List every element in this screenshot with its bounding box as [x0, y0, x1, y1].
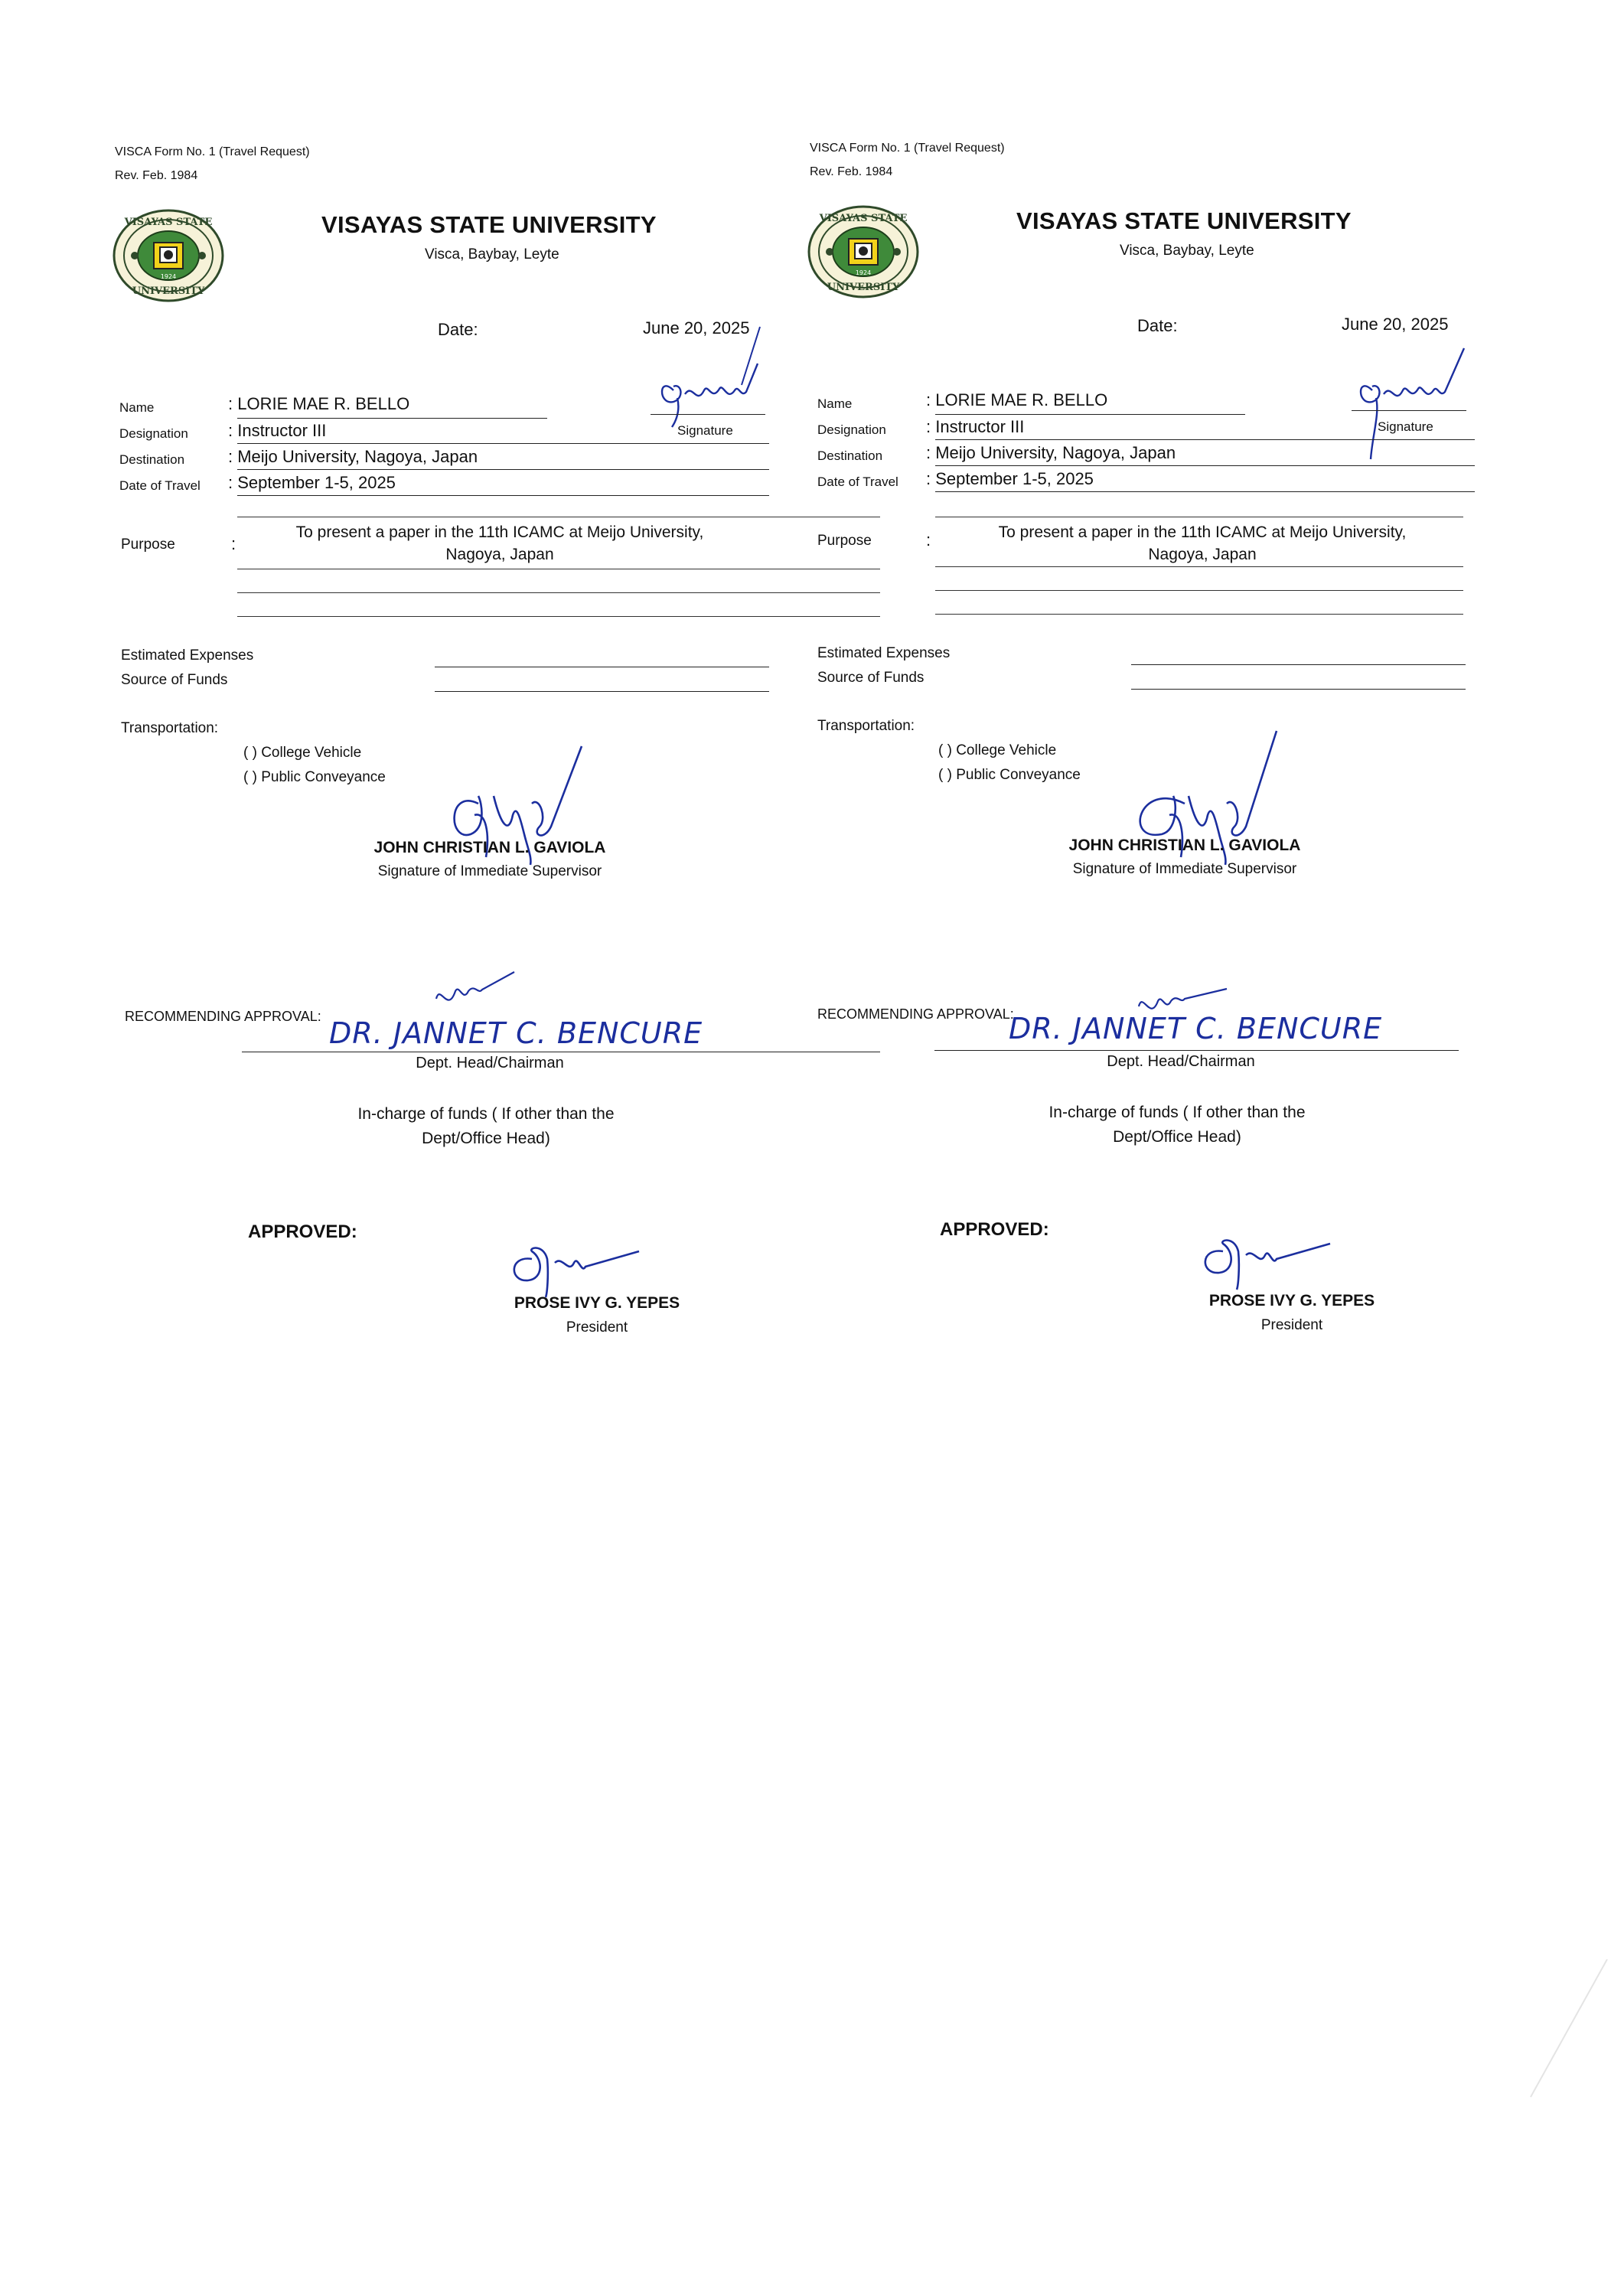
university-seal-icon	[112, 208, 227, 303]
date-of-travel-value: : September 1-5, 2025	[926, 469, 1094, 488]
seal-year: 1924	[855, 269, 872, 276]
purpose-line-1: To present a paper in the 11th ICAMC at Meijo University,	[295, 523, 704, 541]
purpose-text	[251, 521, 748, 566]
signature-label: Signature	[1378, 419, 1433, 434]
date-value: June 20, 2025	[1342, 315, 1449, 334]
purpose-text	[954, 521, 1451, 566]
president-signature-icon	[1192, 1221, 1345, 1293]
university-address: Visca, Baybay, Leyte	[425, 246, 559, 263]
university-name: VISAYAS STATE UNIVERSITY	[1016, 207, 1352, 234]
destination-value: : Meijo University, Nagoya, Japan	[228, 447, 478, 466]
signature-label: Signature	[677, 423, 733, 438]
purpose-line-b	[237, 592, 880, 593]
transportation-label: Transportation:	[121, 720, 219, 736]
in-charge-of-funds-note	[959, 1101, 1395, 1150]
destination-value: : Meijo University, Nagoya, Japan	[926, 443, 1176, 462]
president-title: President	[566, 1319, 628, 1336]
president-title: President	[1260, 1317, 1323, 1333]
purpose-line-2: Nagoya, Japan	[1148, 546, 1257, 563]
source-of-funds-label: Source of Funds	[817, 670, 925, 686]
dept-head-title: Dept. Head/Chairman	[1107, 1053, 1255, 1070]
dept-head-handwritten-name: DR. JANNET C. BENCURE	[1009, 1012, 1383, 1045]
signature-line	[651, 414, 765, 415]
purpose-line-c	[935, 614, 1463, 615]
supervisor-title: Signature of Immediate Supervisor	[377, 863, 602, 879]
designation-value: : Instructor III	[228, 421, 327, 440]
travel-request-form-right	[810, 0, 1575, 1374]
university-seal-icon	[807, 204, 921, 299]
name-underline	[237, 418, 547, 419]
college-vehicle-option: ( ) College Vehicle	[243, 745, 362, 761]
form-number: VISCA Form No. 1 (Travel Request)	[810, 142, 1005, 155]
form-number: VISCA Form No. 1 (Travel Request)	[115, 145, 310, 158]
dept-head-line	[934, 1050, 1459, 1051]
purpose-colon: :	[231, 534, 236, 553]
in-charge-line-2: Dept/Office Head)	[1113, 1128, 1241, 1146]
designation-value: : Instructor III	[926, 417, 1025, 436]
destination-underline	[237, 469, 769, 470]
transportation-label: Transportation:	[817, 718, 915, 734]
seal-text-top: VISAYAS STATE	[124, 217, 213, 228]
date-label: Date:	[1137, 316, 1178, 335]
college-vehicle-option: ( ) College Vehicle	[938, 742, 1057, 758]
designation-underline	[935, 439, 1475, 440]
president-name: PROSE IVY G. YEPES	[1208, 1292, 1375, 1309]
paper-fold-mark-icon	[1500, 1959, 1611, 2296]
dept-head-title: Dept. Head/Chairman	[416, 1055, 564, 1071]
university-address: Visca, Baybay, Leyte	[1120, 243, 1254, 259]
purpose-colon: :	[926, 530, 931, 550]
source-of-funds-label: Source of Funds	[121, 672, 228, 688]
date-label: Date:	[438, 320, 478, 339]
name-value: : LORIE MAE R. BELLO	[926, 390, 1108, 409]
applicant-signature-icon	[1349, 344, 1479, 467]
designation-underline	[237, 443, 769, 444]
in-charge-line-2: Dept/Office Head)	[422, 1130, 550, 1147]
supervisor-title: Signature of Immediate Supervisor	[1072, 861, 1297, 877]
supervisor-name: JOHN CHRISTIAN L. GAVIOLA	[1068, 837, 1301, 854]
source-of-funds-line	[1131, 689, 1466, 690]
in-charge-line-1: In-charge of funds ( If other than the	[1048, 1104, 1306, 1121]
in-charge-line-1: In-charge of funds ( If other than the	[357, 1105, 615, 1123]
recommending-approval-label: RECOMMENDING APPROVAL:	[817, 1006, 1014, 1022]
purpose-line-a	[935, 566, 1463, 567]
purpose-line-1: To present a paper in the 11th ICAMC at Meijo University,	[998, 523, 1407, 541]
president-name: PROSE IVY G. YEPES	[514, 1294, 680, 1312]
president-signature-icon	[501, 1228, 654, 1301]
date-of-travel-label: Date of Travel	[119, 478, 201, 493]
date-of-travel-underline	[237, 495, 769, 496]
date-of-travel-underline	[935, 491, 1475, 492]
university-name: VISAYAS STATE UNIVERSITY	[321, 211, 657, 238]
source-of-funds-line	[435, 691, 769, 692]
signature-line	[1352, 410, 1466, 411]
estimated-expenses-label: Estimated Expenses	[817, 645, 951, 661]
destination-underline	[935, 465, 1475, 466]
date-of-travel-value: : September 1-5, 2025	[228, 473, 396, 492]
recommending-approval-label: RECOMMENDING APPROVAL:	[125, 1009, 321, 1024]
name-underline	[935, 414, 1245, 415]
seal-text-top: VISAYAS STATE	[819, 213, 908, 224]
estimated-expenses-line	[1131, 664, 1466, 665]
purpose-label: Purpose	[121, 536, 175, 553]
travel-request-form-left	[115, 0, 883, 1378]
applicant-signature-icon	[651, 360, 765, 429]
supervisor-name: JOHN CHRISTIAN L. GAVIOLA	[373, 839, 606, 856]
public-conveyance-option: ( ) Public Conveyance	[243, 769, 386, 785]
seal-text-bottom: UNIVERSITY	[132, 285, 205, 297]
approved-label: APPROVED:	[248, 1221, 357, 1242]
designation-label: Designation	[817, 422, 886, 437]
form-revision: Rev. Feb. 1984	[115, 169, 198, 182]
designation-label: Designation	[119, 426, 188, 441]
seal-text-bottom: UNIVERSITY	[827, 282, 900, 293]
date-value: June 20, 2025	[643, 318, 750, 338]
date-of-travel-label: Date of Travel	[817, 475, 898, 489]
destination-label: Destination	[119, 452, 185, 467]
name-label: Name	[119, 400, 155, 415]
in-charge-of-funds-note	[268, 1102, 704, 1151]
name-label: Name	[817, 396, 853, 411]
dept-head-handwritten-name: DR. JANNET C. BENCURE	[329, 1016, 703, 1050]
purpose-line-2: Nagoya, Japan	[445, 546, 554, 563]
purpose-line-c	[237, 616, 880, 617]
public-conveyance-option: ( ) Public Conveyance	[938, 767, 1081, 783]
estimated-expenses-label: Estimated Expenses	[121, 647, 254, 664]
seal-year: 1924	[160, 273, 177, 280]
destination-label: Destination	[817, 448, 883, 463]
approved-label: APPROVED:	[940, 1219, 1049, 1240]
name-value: : LORIE MAE R. BELLO	[228, 394, 410, 413]
purpose-label: Purpose	[817, 533, 872, 549]
purpose-line-b	[935, 590, 1463, 591]
form-revision: Rev. Feb. 1984	[810, 165, 893, 178]
